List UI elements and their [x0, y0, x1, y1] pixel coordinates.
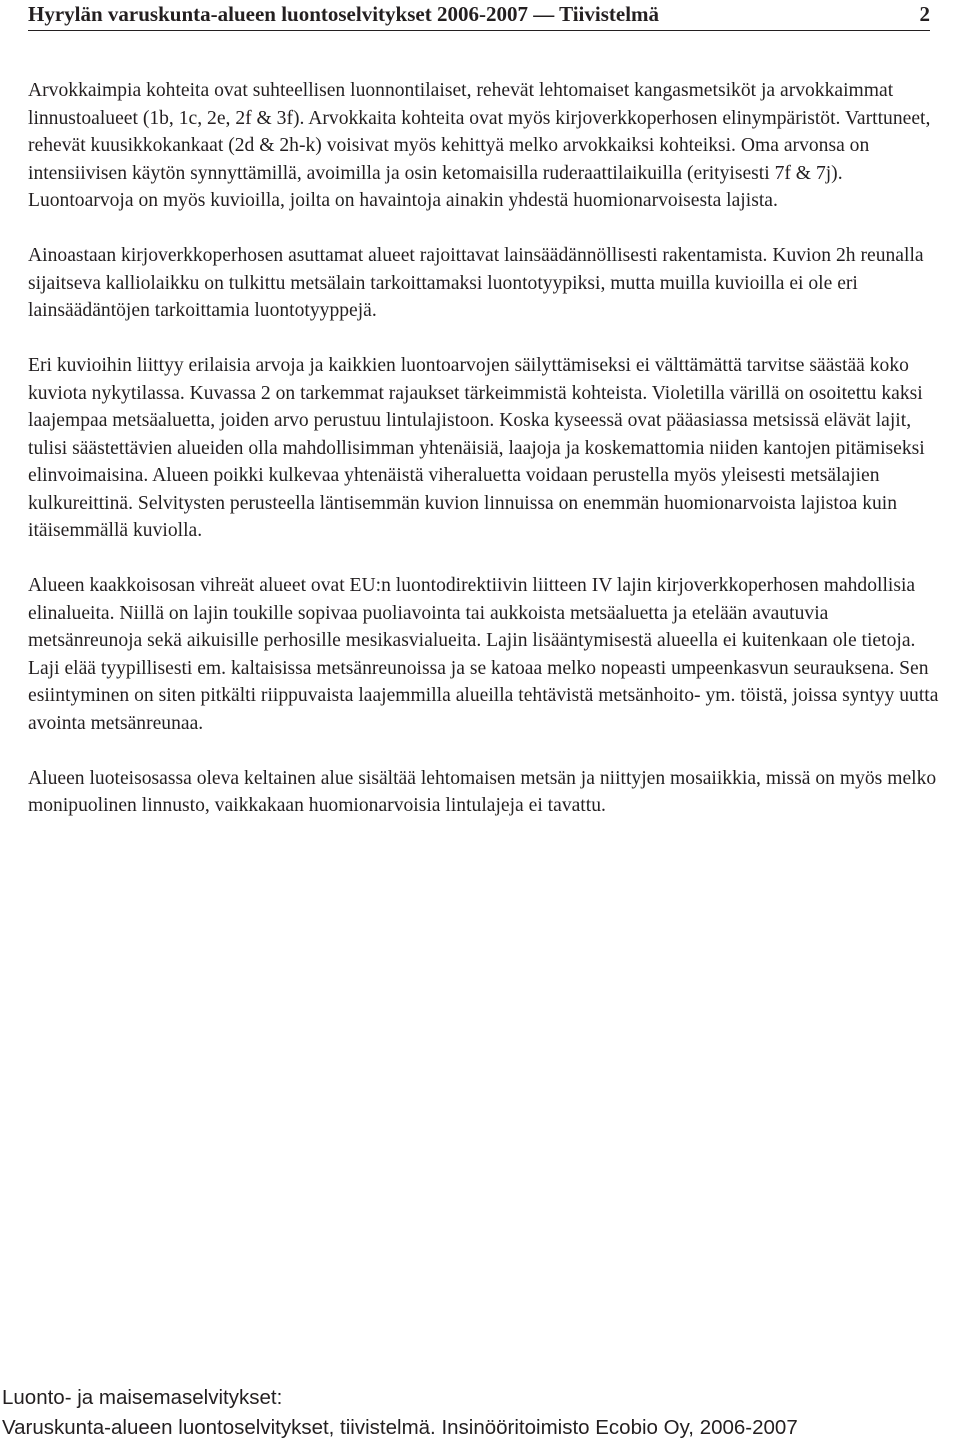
paragraph-valuable-sites: Arvokkaimpia kohteita ovat suhteellisen luonnontilaiset, rehevät lehtomaiset kangasmetsiköt ja arvokkaimmat linnustoalueet (1b, 1c, 2e, 2f & 3f). Arvokkaita kohteita ovat myös kirjoverkkoperhosen elinympäristöt. Varttuneet, rehevät kuusikkokankaat (2d & 2h-k) voisivat myös kehittyä melko arvokkaiksi kohteiksi. Oma arvonsa on intensiivisen käytön synnyttämillä, avoimilla ja osin ketomaisilla ruderaattilaikuilla (erityisesti 7f & 7j). Luontoarvoja on myös kuvioilla, joilta on havaintoja ainakin yhdestä huomionarvoisesta lajista.: [28, 80, 931, 211]
paragraph-northwest-area: Alueen luoteisosassa oleva keltainen alue sisältää lehtomaisen metsän ja niittyjen mosaiikkia, missä on myös melko monipuolinen linnusto, vaikkakaan huomionarvoisia lintulajeja ei tavattu.: [28, 767, 937, 816]
footer-line-1: Luonto- ja maisemaselvitykset:: [2, 1386, 283, 1409]
page-number: 2: [919, 2, 930, 26]
paragraph-legislation: Ainoastaan kirjoverkkoperhosen asuttamat alueet rajoittavat lainsäädännöllisesti rakentamista. Kuvion 2h reunalla sijaitseva kalliolaikku on tulkittu metsälain tarkoittamaksi luontotyypiksi, mutta muilla kuvioilla ei ole eri lainsäädäntöjen tarkoittamia luontotyyppejä.: [28, 245, 924, 321]
document-body: [28, 77, 944, 847]
footer-line-2: Varuskunta-alueen luontoselvitykset, tiivistelmä. Insinööritoimisto Ecobio Oy, 2006-2007: [2, 1416, 798, 1439]
paragraph-butterfly-habitats: Alueen kaakkoisosan vihreät alueet ovat EU:n luontodirektiivin liitteen IV lajin kirjoverkkoperhosen mahdollisia elinalueita. Niillä on lajin toukille sopivaa puoliavointa tai aukkoista metsäaluetta ja etelään avautuvia metsänreunoja sekä aikuisille perhosille mesikasvialueita. Lajin lisääntymisestä alueella ei kuitenkaan ole tietoja. Laji elää tyypillisesti em. kaltaisissa metsänreunoissa ja se katoaa melko nopeasti umpeenkasvun seurauksena. Sen esiintyminen on siten pitkälti riippuvaista laajemmilla alueilla tehtävistä metsänhoito- ym. töistä, joissa syntyy uutta avointa metsänreunaa.: [28, 575, 939, 734]
page-footer: [2, 1383, 952, 1443]
document-title: Hyrylän varuskunta-alueen luontoselvitykset 2006-2007 — Tiivistelmä: [28, 2, 660, 26]
page-header: [28, 0, 930, 31]
paragraph-conservation-areas: Eri kuvioihin liittyy erilaisia arvoja ja kaikkien luontoarvojen säilyttämiseksi ei välttämättä tarvitse säästää koko kuviota nykytilassa. Kuvassa 2 on tarkemmat rajaukset tärkeimmistä kohteista. Violetilla värillä on osoitettu kaksi laajempaa metsäaluetta, joiden arvo perustuu lintulajistoon. Koska kyseessä ovat pääasiassa metsissä elävät lajit, tulisi säästettävien alueiden olla mahdollisimman yhtenäisiä, laajoja ja koskemattomia niiden kantojen pitämiseksi elinvoimaisina. Alueen poikki kulkevaa yhtenäistä viheraluetta voidaan perustella myös yleisesti metsälajien kulkureittinä. Selvitysten perusteella läntisemmän kuvion linnuissa on enemmän huomionarvoista lajistoa kuin itäisemmällä kuviolla.: [28, 355, 925, 541]
